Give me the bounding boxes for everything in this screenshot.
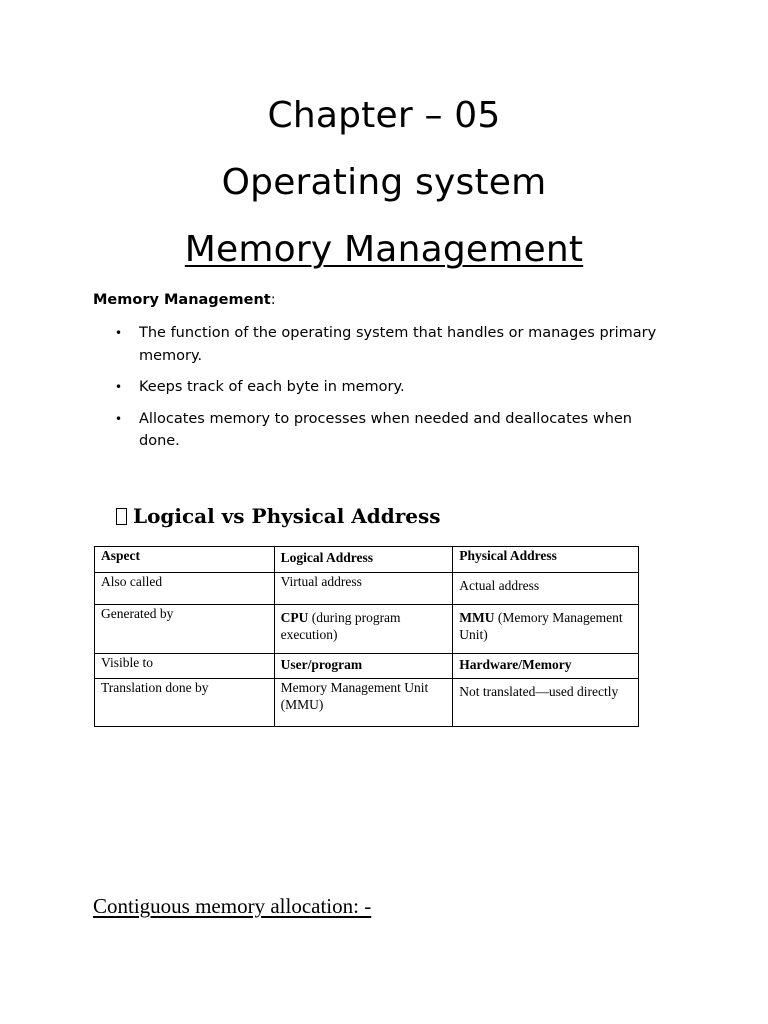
table-row: [95, 679, 639, 727]
table-cell: Also called: [95, 573, 275, 605]
topic-title: Memory Management: [184, 229, 584, 270]
section-heading-text: Memory Management: [93, 292, 271, 308]
list-item: [93, 322, 673, 367]
bullet-icon: •: [115, 326, 123, 340]
address-comparison-table: [94, 546, 639, 727]
comparison-heading: [116, 502, 441, 530]
table-cell: Translation done by: [95, 679, 275, 727]
cell-bold-text: CPU: [280, 610, 309, 625]
list-item: [93, 408, 673, 453]
subject-title: Operating system: [221, 162, 547, 203]
table-cell: Generated by: [95, 605, 275, 654]
list-item-text: Allocates memory to processes when needed and deallocates when done.: [139, 410, 632, 449]
chapter-title: Chapter – 05: [267, 95, 501, 136]
table-header-row: [95, 547, 639, 573]
table-cell: Virtual address: [274, 573, 453, 605]
bullet-icon: •: [115, 380, 123, 394]
table-cell: Not translated—used directly: [453, 679, 639, 727]
table-row: [95, 573, 639, 605]
contiguous-allocation-heading: Contiguous memory allocation: -: [93, 894, 372, 918]
column-header-physical: Physical Address: [453, 547, 639, 573]
table-cell: Visible to: [95, 654, 275, 679]
column-header-aspect: Aspect: [95, 547, 275, 573]
list-item-text: The function of the operating system that handles or manages primary memory.: [139, 325, 657, 364]
cell-bold-text: User/program: [280, 657, 363, 672]
missing-glyph-icon: [116, 508, 127, 525]
list-item: [93, 376, 673, 399]
definition-list: [93, 322, 673, 462]
table-row: [95, 654, 639, 679]
table-cell: [453, 654, 639, 679]
cell-text: (Memory Management Unit): [459, 610, 623, 642]
cell-text: (during program execution): [280, 610, 401, 642]
column-header-logical: Logical Address: [274, 547, 453, 573]
table-cell: [453, 605, 639, 654]
table-cell: [274, 605, 453, 654]
table-cell: Memory Management Unit (MMU): [274, 679, 453, 727]
bullet-icon: •: [115, 411, 123, 426]
list-item-text: Keeps track of each byte in memory.: [139, 379, 405, 395]
table-cell: [274, 654, 453, 679]
section-heading-colon: :: [270, 292, 276, 308]
table-cell: Actual address: [453, 573, 639, 605]
cell-bold-text: MMU: [459, 610, 495, 625]
section-heading: [93, 290, 276, 310]
cell-bold-text: Hardware/Memory: [459, 657, 572, 672]
comparison-heading-text: Logical vs Physical Address: [133, 504, 441, 528]
table-row: [95, 605, 639, 654]
